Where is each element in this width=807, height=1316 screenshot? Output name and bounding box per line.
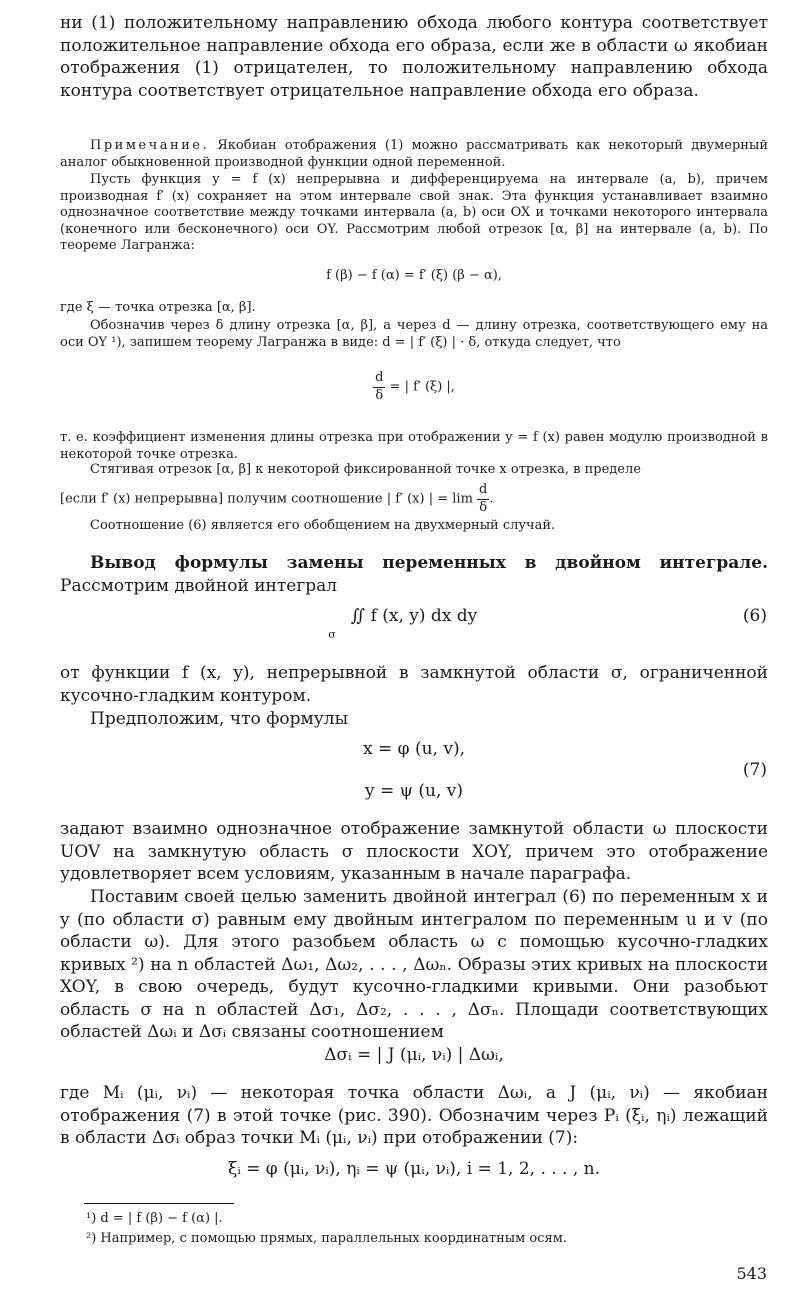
section-title: Вывод формулы замены переменных в двойном интеграле. bbox=[90, 553, 768, 573]
paragraph-intro: ни (1) положительному направлению обхода любого контура соответствует положительное направление обхода его образа, если же в области ω якобиан отображения (1) отрицателен, то положительному направлению обхода контура соответствует отрицательное направление обхода его образа. bbox=[60, 13, 768, 101]
paragraph-xi-point: где ξ — точка отрезка [α, β]. bbox=[60, 300, 256, 315]
note-paragraph bbox=[60, 138, 768, 171]
paragraph-limit: [если f′ (x) непрерывна] получим соотношение | f′ (x) | = lim $\frac{d}{\delta}$ . bbox=[60, 482, 494, 515]
footnote-2: ²) Например, с помощью прямых, параллельных координатным осям. bbox=[86, 1231, 567, 1246]
page-number: 543 bbox=[736, 1264, 767, 1283]
integral-subscript: σ bbox=[328, 628, 336, 641]
formula-map-y: y = ψ (u, v) bbox=[364, 781, 463, 801]
ratio-rhs: = | f′ (ξ) |, bbox=[385, 379, 455, 395]
equation-number-6: (6) bbox=[742, 606, 767, 626]
formula-lagrange: f (β) − f (α) = f′ (ξ) (β − α), bbox=[326, 268, 502, 283]
paragraph-function: Пусть функция y = f (x) непрерывна и дифференцируема на интервале (a, b), причем производная f′ (x) сохраняет на этом интервале свой знак. Эта функция устанавливает взаимно однозначное соответствие между точками интервала (a, b) оси OX и точками некоторого интервала (конечного или бесконечного) оси OY. Рассмотрим любой отрезок [α, β] на интервале (a, b). По теореме Лагранжа: bbox=[60, 172, 768, 254]
formula-map-x: x = φ (u, v), bbox=[363, 739, 465, 759]
paragraph-jacobian-point: где Mᵢ (μᵢ, νᵢ) — некоторая точка области Δωᵢ, а J (μᵢ, νᵢ) — якобиан отображения (7) в этой точке (рис. 390). Обозначим через Pᵢ (ξᵢ, ηᵢ) лежащий в области Δσᵢ образ точки Mᵢ (μᵢ, νᵢ) при отображении (7): bbox=[60, 1083, 768, 1148]
paragraph-coefficient: т. е. коэффициент изменения длины отрезка при отображении y = f (x) равен модулю производной в некоторой точке отрезка. bbox=[60, 430, 768, 462]
note-label: Примечание. bbox=[90, 138, 210, 153]
formula-double-integral: ∬ f (x, y) dx dy bbox=[350, 606, 478, 626]
formula-ratio bbox=[60, 370, 768, 404]
paragraph-generalization: Соотношение (6) является его обобщением на двухмерный случай. bbox=[90, 518, 556, 533]
section-paragraph bbox=[60, 552, 768, 597]
paragraph-contract: Стягивая отрезок [α, β] к некоторой фиксированной точке x отрезка, в пределе bbox=[90, 462, 641, 477]
note-text: Якобиан отображения (1) можно рассматривать как некоторый двумерный аналог обыкновенной производной функции одной переменной. bbox=[60, 138, 768, 170]
footnote-1: ¹) d = | f (β) − f (α) |. bbox=[86, 1211, 223, 1226]
paragraph-continuous: от функции f (x, y), непрерывной в замкнутой области σ, ограниченной кусочно-гладким контуром. bbox=[60, 663, 768, 706]
equation-number-7: (7) bbox=[742, 760, 767, 780]
ratio-fraction: $\frac{d}{\delta}$ bbox=[375, 370, 384, 403]
paragraph-denote: Обозначив через δ длину отрезка [α, β], а через d — длину отрезка, соответствующего ему на оси OY ¹), запишем теорему Лагранжа в виде: d = | f′ (ξ) | · δ, откуда следует, что bbox=[60, 318, 768, 350]
footnote-divider bbox=[84, 1203, 234, 1204]
paragraph-mapping: задают взаимно однозначное отображение замкнутой области ω плоскости UOV на замкнутую область σ плоскости XOY, причем это отображение удовлетворяет всем условиям, указанным в начале параграфа. bbox=[60, 819, 768, 884]
limit-fraction: $\frac{d}{\delta}$ bbox=[479, 482, 488, 515]
formula-images: ξᵢ = φ (μᵢ, νᵢ), ηᵢ = ψ (μᵢ, νᵢ), i = 1, 2, . . . , n. bbox=[227, 1159, 601, 1179]
paragraph-goal: Поставим своей целью заменить двойной интеграл (6) по переменным x и y (по области σ) равным ему двойным интегралом по переменным u и v (по области ω). Для этого разобьем область ω с помощью кусочно-гладких кривых ²) на n областей Δω₁, Δω₂, . . . , Δωₙ. Образы этих кривых на плоскости XOY, в свою очередь, будут кусочно-гладкими кривыми. Они разобьют область σ на n областей Δσ₁, Δσ₂, . . . , Δσₙ. Площади соответствующих областей Δωᵢ и Δσᵢ связаны соотношением bbox=[60, 887, 768, 1042]
formula-area-relation: Δσᵢ = | J (μᵢ, νᵢ) | Δωᵢ, bbox=[324, 1045, 504, 1065]
section-text: Рассмотрим двойной интеграл bbox=[60, 575, 338, 596]
paragraph-suppose: Предположим, что формулы bbox=[90, 709, 349, 729]
